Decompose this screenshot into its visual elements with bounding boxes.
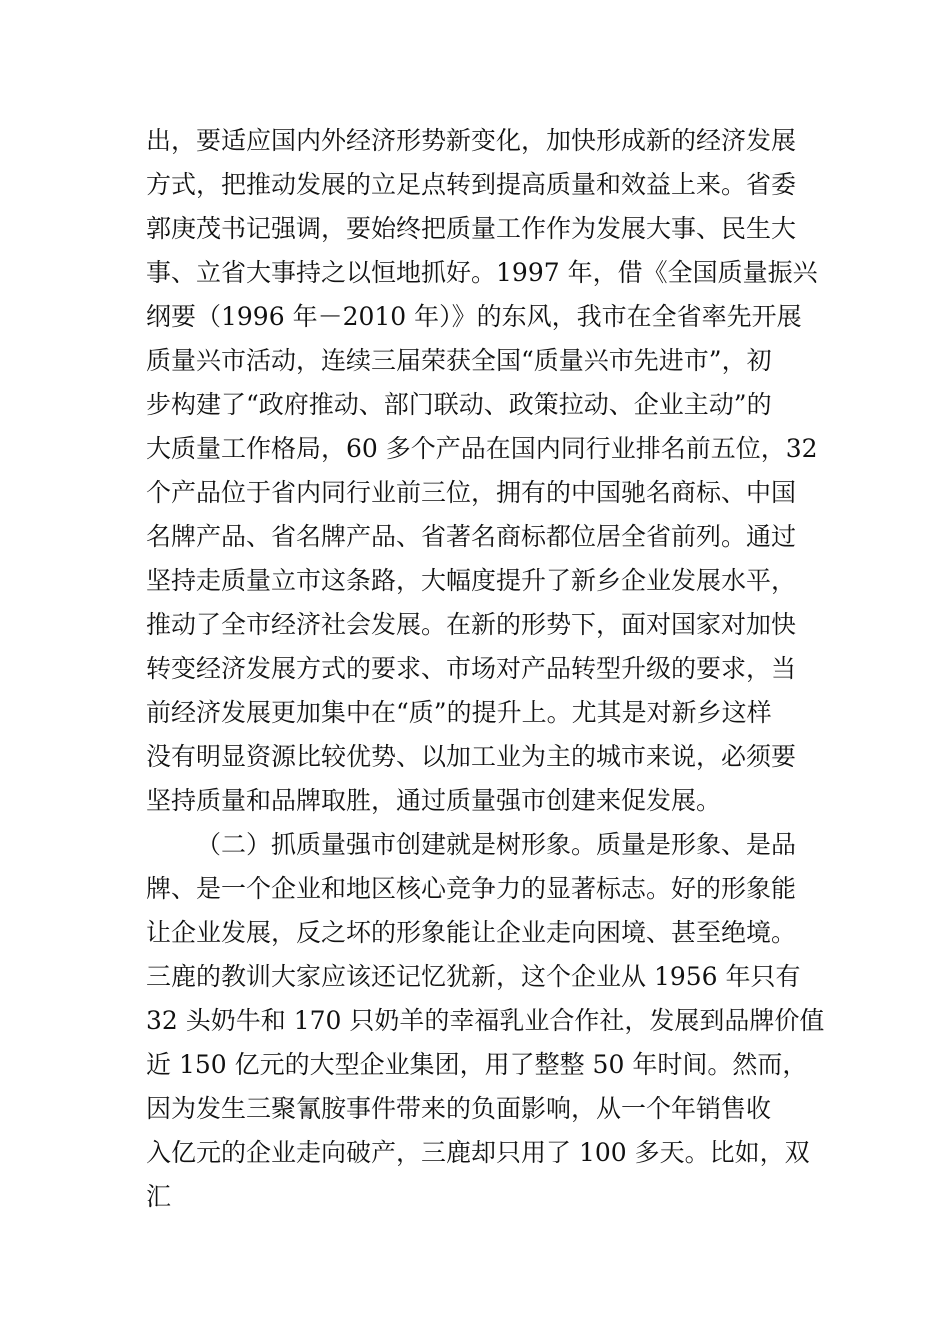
paragraph-first-line: （二）抓质量强市创建就是树形象。质量是形象、是品 bbox=[196, 830, 797, 859]
text-line: 坚持走质量立市这条路，大幅度提升了新乡企业发展水平， bbox=[146, 566, 797, 595]
text-line: 郭庚茂书记强调，要始终把质量工作作为发展大事、民生大 bbox=[146, 214, 797, 243]
text-line: 方式，把推动发展的立足点转到提高质量和效益上来。省委 bbox=[146, 170, 797, 199]
text-line: 大质量工作格局，60 多个产品在国内同行业排名前五位，32 bbox=[146, 434, 818, 463]
text-line: 推动了全市经济社会发展。在新的形势下，面对国家对加快 bbox=[146, 610, 797, 639]
text-line: 个产品位于省内同行业前三位，拥有的中国驰名商标、中国 bbox=[146, 478, 797, 507]
text-line: 出，要适应国内外经济形势新变化，加快形成新的经济发展 bbox=[146, 126, 797, 155]
text-line: 32 头奶牛和 170 只奶羊的幸福乳业合作社，发展到品牌价值 bbox=[146, 1006, 825, 1035]
text-line: 事、立省大事持之以恒地抓好。1997 年，借《全国质量振兴 bbox=[146, 258, 818, 287]
text-line: 步构建了“政府推动、部门联动、政策拉动、企业主动”的 bbox=[146, 390, 772, 419]
text-line: 质量兴市活动，连续三届荣获全国“质量兴市先进市”，初 bbox=[146, 346, 772, 375]
text-line: 坚持质量和品牌取胜，通过质量强市创建来促发展。 bbox=[146, 786, 722, 815]
text-line: 让企业发展，反之坏的形象能让企业走向困境、甚至绝境。 bbox=[146, 918, 797, 947]
text-line: 名牌产品、省名牌产品、省著名商标都位居全省前列。通过 bbox=[146, 522, 797, 551]
text-line: 转变经济发展方式的要求、市场对产品转型升级的要求，当 bbox=[146, 654, 797, 683]
text-line: 汇 bbox=[146, 1182, 172, 1211]
text-line: 近 150 亿元的大型企业集团，用了整整 50 年时间。然而， bbox=[146, 1050, 808, 1079]
text-line: 入亿元的企业走向破产，三鹿却只用了 100 多天。比如，双 bbox=[146, 1138, 810, 1167]
text-line: 因为发生三聚氰胺事件带来的负面影响，从一个年销售收 bbox=[146, 1094, 772, 1123]
text-line: 牌、是一个企业和地区核心竞争力的显著标志。好的形象能 bbox=[146, 874, 797, 903]
text-line: 没有明显资源比较优势、以加工业为主的城市来说，必须要 bbox=[146, 742, 797, 771]
text-line: 前经济发展更加集中在“质”的提升上。尤其是对新乡这样 bbox=[146, 698, 772, 727]
text-line: 三鹿的教训大家应该还记忆犹新，这个企业从 1956 年只有 bbox=[146, 962, 801, 991]
text-line: 纲要（1996 年－2010 年）》的东风，我市在全省率先开展 bbox=[146, 302, 802, 331]
